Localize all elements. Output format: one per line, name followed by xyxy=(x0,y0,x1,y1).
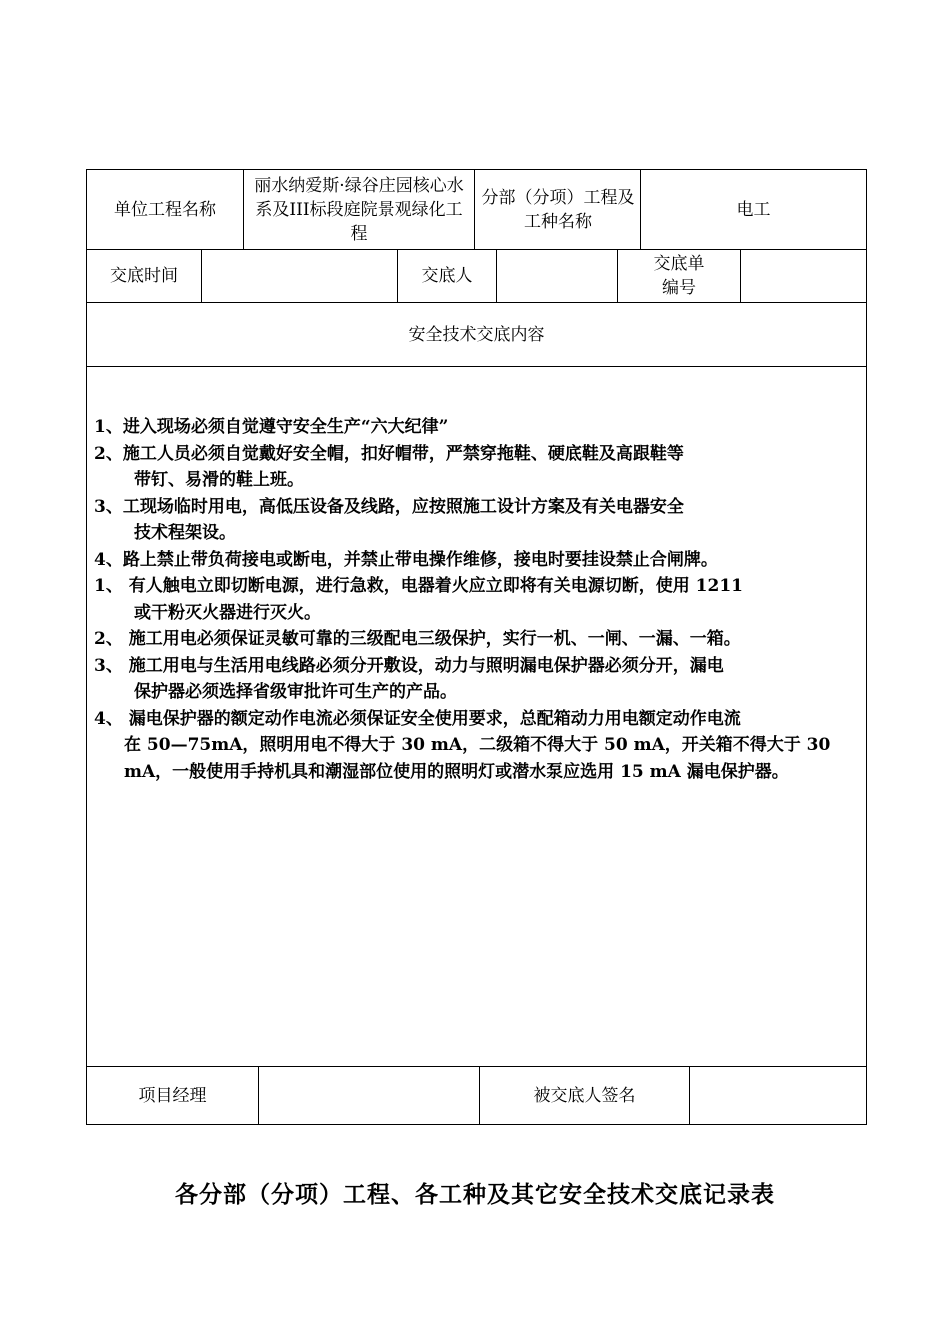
content-line: 带钉、易滑的鞋上班。 xyxy=(134,470,304,490)
project-manager-field[interactable] xyxy=(259,1067,479,1124)
division-value: 电工 xyxy=(736,199,771,220)
division-label: 分部（分项）工程及工种名称 xyxy=(481,187,635,232)
discloser-label: 交底人 xyxy=(421,266,473,286)
disclosure-time-field[interactable] xyxy=(202,250,397,302)
content-line: 4、路上禁止带负荷接电或断电，并禁止带电操作维修，接电时要挂设禁止合闸牌。 xyxy=(94,549,718,570)
content-line: 2、施工人员必须自觉戴好安全帽，扣好帽带，严禁穿拖鞋、硬底鞋及高跟鞋等 xyxy=(94,443,684,464)
unit-project-label: 单位工程名称 xyxy=(114,199,216,220)
discloser-field[interactable] xyxy=(497,250,617,302)
disclosure-number-field[interactable] xyxy=(741,250,866,302)
disclosure-time-label: 交底时间 xyxy=(110,266,178,286)
unit-project-value: 丽水纳爱斯·绿谷庄园核心水系及III标段庭院景观绿化工程 xyxy=(254,175,464,244)
content-line: 1、进入现场必须自觉遵守安全生产“六大纪律” xyxy=(94,417,449,437)
content-line: 或干粉灭火器进行灭火。 xyxy=(134,602,321,623)
disclosure-number-label: 交底单编号 xyxy=(653,254,705,298)
content-line: mA，一般使用手持机具和潮湿部位使用的照明灯或潜水泵应选用 15 mA 漏电保护器。 xyxy=(124,761,789,782)
content-line: 1、 有人触电立即切断电源，进行急救，电器着火应立即将有关电源切断，使用 1211 xyxy=(94,576,743,596)
page-title: 各分部（分项）工程、各工种及其它安全技术交底记录表 xyxy=(175,1181,775,1208)
signee-label: 被交底人签名 xyxy=(533,1085,636,1106)
section-title: 安全技术交底内容 xyxy=(408,324,545,345)
content-line: 3、工现场临时用电，高低压设备及线路，应按照施工设计方案及有关电器安全 xyxy=(94,496,684,517)
project-manager-label: 项目经理 xyxy=(138,1085,207,1106)
safety-content xyxy=(94,414,864,785)
content-line: 技术程架设。 xyxy=(134,523,236,543)
content-line: 3、 施工用电与生活用电线路必须分开敷设，动力与照明漏电保护器必须分开，漏电 xyxy=(94,655,724,676)
content-line: 4、 漏电保护器的额定动作电流必须保证安全使用要求，总配箱动力用电额定动作电流 xyxy=(94,708,741,729)
content-line: 在 50—75mA，照明用电不得大于 30 mA，二级箱不得大于 50 mA，开关箱不得大于 30 xyxy=(124,735,831,755)
content-line: 保护器必须选择省级审批许可生产的产品。 xyxy=(134,682,457,702)
signee-field[interactable] xyxy=(690,1067,866,1124)
content-line: 2、 施工用电必须保证灵敏可靠的三级配电三级保护，实行一机、一闸、一漏、一箱。 xyxy=(94,629,741,649)
